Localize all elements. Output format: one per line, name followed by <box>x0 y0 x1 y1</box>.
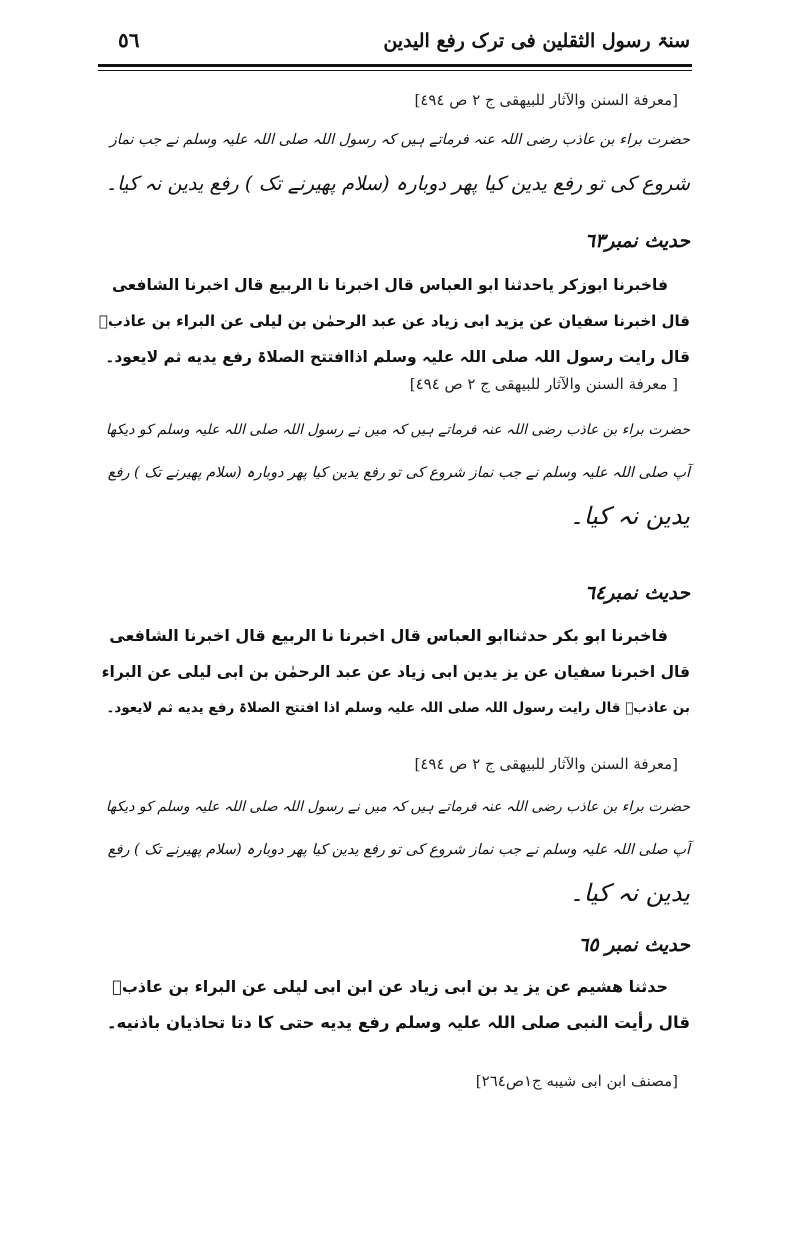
reference-3: [معرفة السنن والآثار للبیهقی ج ٢ ص ٤٩٤] <box>414 755 678 773</box>
arabic-line: قال اخبرنا سفیان عن یزید ابی زیاد عن عبد الرحمٰن بن لیلی عن البراء بن عاذبؓ <box>98 312 690 330</box>
reference-1: [معرفة السنن والآثار للبیهقی ج ٢ ص ٤٩٤] <box>414 91 678 109</box>
urdu-translation-3 <box>96 786 690 915</box>
arabic-line: قال رایت رسول اللہ صلی اللہ علیہ وسلم اذاافتتح الصلاۃ رفع یدیه ثم لایعود۔ <box>105 348 690 366</box>
arabic-line: حدثنا هشیم عن یز ید بن ابی زیاد عن ابن ابی لیلی عن البراء بن عاذبؓ <box>112 977 668 996</box>
translation-line: آپ صلی اللہ علیہ وسلم نے جب نماز شروع کی تو رفع یدین کیا پھر دوبارہ (سلام پھیرنے تک ) رفع <box>107 842 690 858</box>
arabic-line: بن عاذبؓ قال رایت رسول اللہ صلی اللہ علیہ وسلم اذا افتتح الصلاۃ رفع یدیه ثم لایعود۔ <box>106 700 690 716</box>
reference-4: [مصنف ابن ابی شیبه ج١ص٢٦٤] <box>475 1072 678 1090</box>
translation-line: حضرت براء بن عاذب رضی اللہ عنہ فرماتے ہیں کہ میں نے رسول اللہ صلی اللہ علیہ وسلم کو دیکھا <box>105 422 690 438</box>
translation-line: حضرت براء بن عاذب رضی اللہ عنہ فرماتے ہیں کہ میں نے رسول اللہ صلی اللہ علیہ وسلم کو دیکھا <box>105 799 690 815</box>
reference-2: [ معرفة السنن والآثار للبیهقی ج ٢ ص ٤٩٤] <box>409 375 678 393</box>
translation-line: یدین نہ کیا۔ <box>569 502 690 530</box>
arabic-line: فاخبرنا ابو بکر حدثناابو العباس قال اخبرنا نا الربیع قال اخبرنا الشافعی <box>109 626 668 645</box>
translation-line: حضرت براء بن عاذب رضی اللہ عنہ فرماتے ہیں کہ رسول اللہ صلی اللہ علیہ وسلم نے جب نماز <box>109 132 690 148</box>
header-title: سنۃ رسول الثقلین فی ترک رفع الیدین <box>383 30 690 52</box>
arabic-line: قال اخبرنا سفیان عن یز یدین ابی زیاد عن عبد الرحمٰن بن ابی لیلی عن البراء <box>101 663 690 681</box>
arabic-text-65 <box>96 969 690 1041</box>
header-rule-thick <box>98 64 692 67</box>
urdu-translation-1 <box>96 119 690 205</box>
page-number: ٥٦ <box>118 28 140 52</box>
hadith-number-65: حدیث نمبر ٦٥ <box>578 934 690 956</box>
translation-line: آپ صلی اللہ علیہ وسلم نے جب نماز شروع کی تو رفع یدین کیا پھر دوبارہ (سلام پھیرنے تک ) رفع <box>107 465 690 481</box>
running-header <box>98 26 690 62</box>
translation-line: شروع کی تو رفع یدین کیا پھر دوبارہ (سلام پھیرنے تک ) رفع یدین نہ کیا۔ <box>105 172 690 195</box>
arabic-text-63 <box>96 267 690 375</box>
arabic-text-64 <box>96 618 690 726</box>
hadith-number-63: حدیث نمبر٦٣ <box>584 230 690 252</box>
arabic-line: فاخبرنا ابوزکر یاحدثنا ابو العباس قال اخبرنا نا الربیع قال اخبرنا الشافعی <box>111 276 668 294</box>
header-rule-thin <box>98 70 692 71</box>
hadith-number-64: حدیث نمبر٦٤ <box>584 582 690 604</box>
arabic-line: قال رأیت النبی صلی اللہ علیہ وسلم رفع یدیه حتی کا دتا تحاذیان باذنیه۔ <box>106 1013 690 1032</box>
translation-line: یدین نہ کیا۔ <box>569 879 690 907</box>
urdu-translation-2 <box>96 409 690 538</box>
